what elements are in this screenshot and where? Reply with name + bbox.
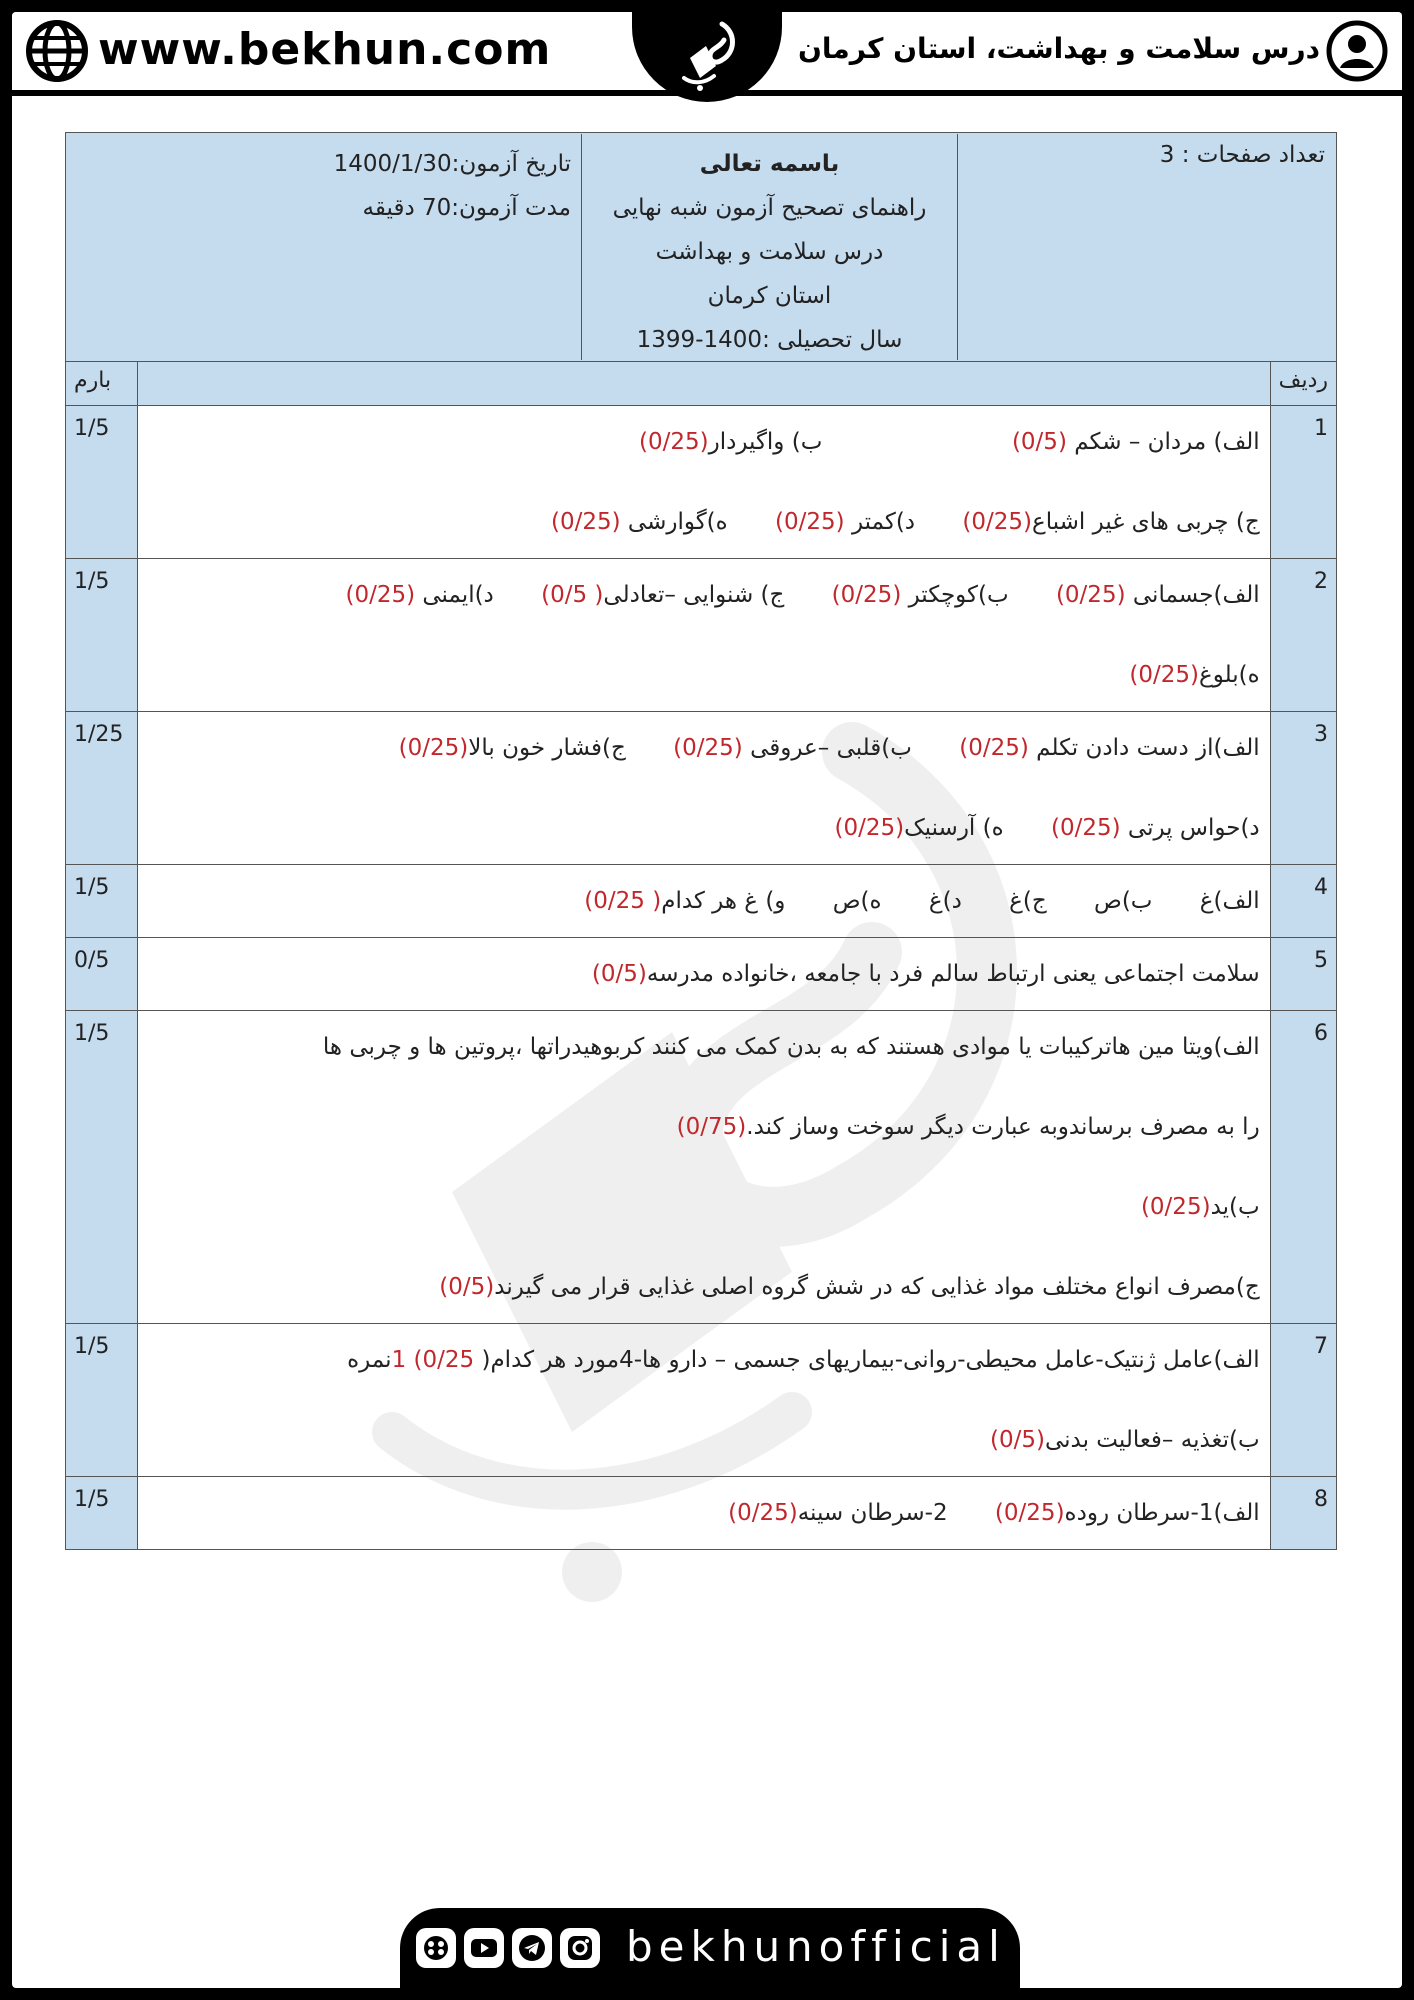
answer-text: ج)مصرف انواع مختلف مواد غذایی که در شش گروه اصلی غذایی قرار می گیرند xyxy=(494,1274,1260,1300)
column-header-row: ردیف xyxy=(1270,362,1336,406)
globe-icon xyxy=(26,20,88,82)
answer-text: د)غ xyxy=(928,888,962,914)
top-bar xyxy=(12,12,1402,96)
table-row xyxy=(66,559,1337,712)
answer-text: ه)بلوغ xyxy=(1199,662,1260,688)
row-score: 0/5 xyxy=(66,938,138,1011)
score-mark: (0/25) xyxy=(673,735,743,761)
row-number: 8 xyxy=(1270,1477,1336,1550)
score-mark: (0/25) xyxy=(1129,662,1200,688)
answer-text: ه) آرسنیک xyxy=(904,815,1004,841)
row-answer xyxy=(138,1324,1271,1477)
answer-text: ه)گوارشی xyxy=(620,509,728,535)
answer-text: ج)غ xyxy=(1009,888,1047,914)
score-mark: (0/25) xyxy=(834,815,905,841)
score-mark: (0/5) xyxy=(439,1274,495,1300)
table-row xyxy=(66,938,1337,1011)
row-answer xyxy=(138,406,1271,559)
instagram-icon[interactable] xyxy=(560,1928,600,1968)
answer-text: الف)جسمانی xyxy=(1125,582,1260,608)
row-number: 5 xyxy=(1270,938,1336,1011)
row-score: 1/5 xyxy=(66,1324,138,1477)
row-score: 1/5 xyxy=(66,1011,138,1324)
answer-text: د)ایمنی xyxy=(415,582,494,608)
table-row xyxy=(66,1477,1337,1550)
score-mark: (0/25) xyxy=(1140,1194,1211,1220)
row-answer xyxy=(138,559,1271,712)
table-row xyxy=(66,1324,1337,1477)
row-number: 6 xyxy=(1270,1011,1336,1324)
score-mark: (0/25) xyxy=(1050,815,1121,841)
row-number: 7 xyxy=(1270,1324,1336,1477)
score-mark: ( 0/5) xyxy=(541,582,604,608)
row-number: 2 xyxy=(1270,559,1336,712)
score-mark: (0/25) xyxy=(962,509,1032,535)
answer-text: الف)از دست دادن تکلم xyxy=(1028,735,1260,761)
date-cell xyxy=(67,134,581,360)
table-row xyxy=(66,712,1337,865)
answer-text: ب)ص xyxy=(1094,888,1153,914)
exam-header xyxy=(66,133,1337,362)
answer-text: 2-سرطان سینه xyxy=(797,1500,948,1526)
social-footer xyxy=(400,1908,1020,1988)
telegram-icon[interactable] xyxy=(512,1928,552,1968)
score-mark: ( 0/25) xyxy=(584,888,662,914)
score-mark: (0/5) xyxy=(1011,429,1067,455)
row-answer xyxy=(138,938,1271,1011)
score-mark: (0/25) xyxy=(831,582,902,608)
row-number: 4 xyxy=(1270,865,1336,938)
row-score: 1/5 xyxy=(66,865,138,938)
score-mark: (0/25) xyxy=(550,509,621,535)
exam-course: درس سلامت و بهداشت xyxy=(655,239,884,265)
score-mark: (0/75) xyxy=(676,1114,747,1140)
exam-province: استان کرمان xyxy=(707,283,832,309)
row-score: 1/5 xyxy=(66,1477,138,1550)
row-number: 1 xyxy=(1270,406,1336,559)
answer-text: ب) واگیردار xyxy=(708,429,823,455)
answer-text: ه)ص xyxy=(832,888,882,914)
row-answer xyxy=(138,712,1271,865)
answer-text: ب)قلبی –عروقی xyxy=(742,735,912,761)
answer-text: د)کمتر xyxy=(844,509,916,535)
score-mark: (0/25) xyxy=(1055,582,1126,608)
score-mark: (0/5) xyxy=(989,1427,1045,1453)
title-cell xyxy=(581,134,957,360)
answer-text: ب)تغذیه –فعالیت بدنی xyxy=(1044,1427,1260,1453)
score-mark: (0/25) xyxy=(398,735,469,761)
pages-count: تعداد صفحات : 3 xyxy=(1159,142,1325,168)
answer-text: الف)1-سرطان روده xyxy=(1064,1500,1260,1526)
row-score: 1/5 xyxy=(66,406,138,559)
score-mark: (0/5) xyxy=(591,961,647,987)
logo-icon xyxy=(670,18,744,92)
score-mark: (0/25) xyxy=(345,582,416,608)
social-handle[interactable]: bekhunofficial xyxy=(626,1922,1006,1971)
row-answer xyxy=(138,1011,1271,1324)
answer-key-table xyxy=(65,132,1337,1550)
answer-text: ج) شنوایی –تعادلی xyxy=(603,582,785,608)
pages-cell xyxy=(957,134,1335,360)
answer-text: الف) مردان – شکم xyxy=(1066,429,1260,455)
brand-logo xyxy=(632,12,782,102)
answer-text: ب)ید xyxy=(1210,1194,1260,1220)
answer-text: و) غ هر کدام xyxy=(661,888,786,914)
row-number: 3 xyxy=(1270,712,1336,865)
site-url[interactable]: www.bekhun.com xyxy=(98,24,552,75)
table-row xyxy=(66,1011,1337,1324)
column-header-score: بارم xyxy=(66,362,138,406)
answer-text: را به مصرف برساندوبه عبارت دیگر سوخت وساز کند. xyxy=(746,1114,1260,1140)
row-score: 1/5 xyxy=(66,559,138,712)
answer-text: الف)غ xyxy=(1199,888,1260,914)
answer-text: ج) چربی های غیر اشباع xyxy=(1031,509,1260,535)
answer-text: ج)فشار خون بالا xyxy=(468,735,626,761)
score-mark: (0/25) xyxy=(775,509,845,535)
user-icon[interactable] xyxy=(1326,20,1388,82)
course-title: درس سلامت و بهداشت، استان کرمان xyxy=(797,32,1320,65)
score-mark: (0/25) xyxy=(959,735,1029,761)
exam-year: سال تحصیلی :1400-1399 xyxy=(636,327,903,353)
table-row xyxy=(66,865,1337,938)
score-mark: (0/25) xyxy=(638,429,709,455)
answer-text: الف)ویتا مین هاترکیبات یا موادی هستند که به بدن کمک می کنند کربوهیدراتها ،پروتین ها و چربی ها xyxy=(322,1034,1260,1060)
row-answer xyxy=(138,1477,1271,1550)
score-mark: (0/25) xyxy=(728,1500,798,1526)
answer-text: نمره xyxy=(347,1347,392,1373)
table-row xyxy=(66,406,1337,559)
column-header-content xyxy=(138,362,1271,406)
youtube-icon[interactable] xyxy=(464,1928,504,1968)
exam-subtitle: راهنمای تصحیح آزمون شبه نهایی xyxy=(612,195,927,221)
exam-date: تاریخ آزمون:1400/1/30 xyxy=(333,151,571,177)
answer-text: ب)کوچکتر xyxy=(901,582,1009,608)
score-mark: 0/25) xyxy=(413,1347,475,1373)
score-mark: 1 xyxy=(391,1347,414,1373)
answer-text: د)حواس پرتی xyxy=(1120,815,1260,841)
answer-text: الف)عامل ژنتیک-عامل محیطی-روانی-بیماریهای جسمی – دارو ها-4مورد هر کدام( xyxy=(474,1347,1260,1373)
row-answer xyxy=(138,865,1271,938)
answer-text: سلامت اجتماعی یعنی ارتباط سالم فرد با جامعه ،خانواده مدرسه xyxy=(646,961,1260,987)
exam-duration: مدت آزمون:70 دقیقه xyxy=(362,195,571,221)
row-score: 1/25 xyxy=(66,712,138,865)
page-frame xyxy=(12,12,1402,1988)
aparat-icon[interactable] xyxy=(416,1928,456,1968)
exam-title: باسمه تعالی xyxy=(699,151,840,177)
score-mark: (0/25) xyxy=(994,1500,1065,1526)
